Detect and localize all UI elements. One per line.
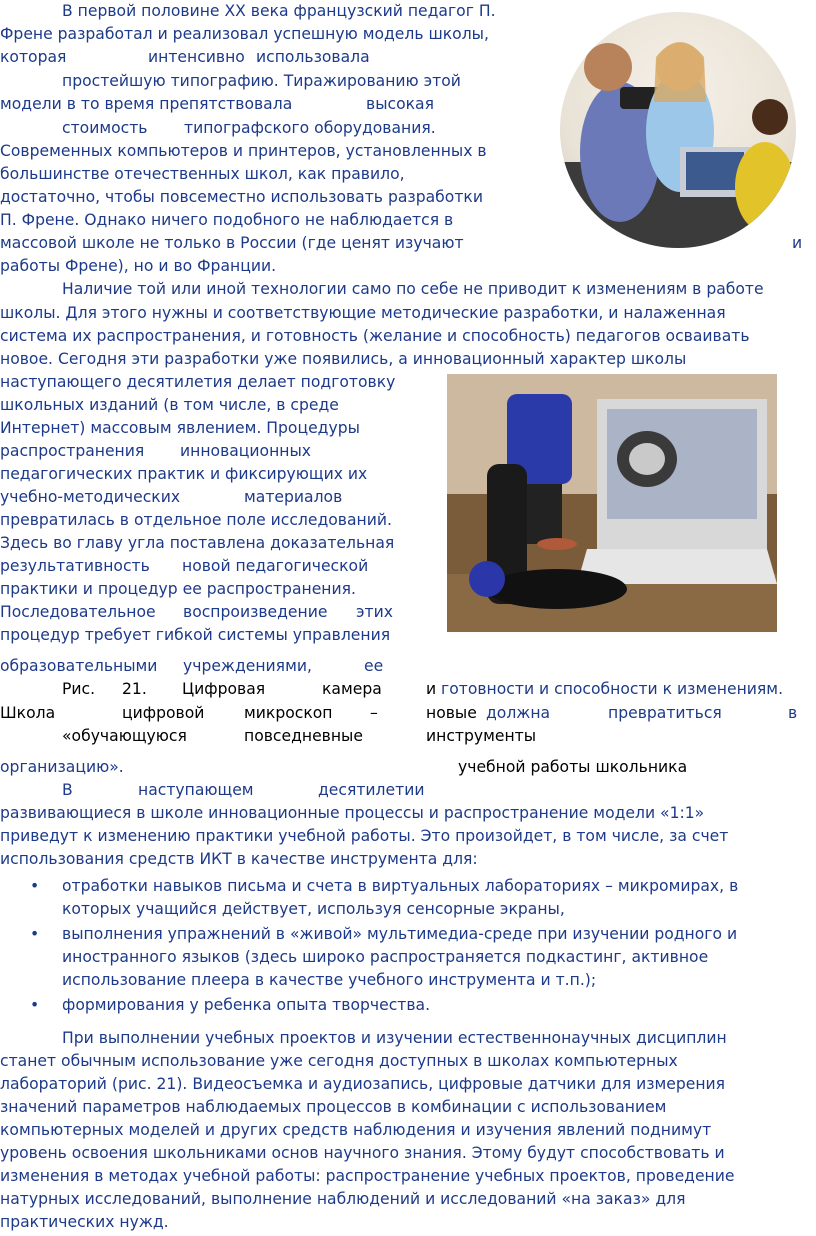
bullet-text: иностранного языков (здесь широко распространяется подкастинг, активное: [62, 948, 709, 966]
students-illustration: [560, 12, 796, 248]
text-line: должна: [486, 704, 551, 722]
bullet-text: отработки навыков письма и счета в виртуальных лабораториях – микромирах, в: [62, 877, 739, 895]
figure-caption-text: инструменты: [426, 727, 537, 745]
text-line: новой педагогической: [182, 557, 369, 575]
text-line: готовности и способности к изменениям.: [441, 680, 784, 698]
text-line: уровень освоения школьниками основ научного знания. Этому будут способствовать и: [0, 1144, 725, 1162]
figure-caption-text: «обучающуюся: [62, 727, 187, 745]
text-line: стоимость: [62, 119, 148, 137]
bullet-text: использование плеера в качестве учебного инструмента и т.п.);: [62, 971, 597, 989]
text-line: простейшую типографию. Тиражированию этой: [62, 72, 461, 90]
text-line: развивающиеся в школе инновационные процессы и распространение модели «1:1»: [0, 804, 705, 822]
figure-caption-label: Рис.: [62, 680, 96, 698]
text-line: практических нужд.: [0, 1213, 169, 1231]
text-line: интенсивно: [148, 48, 245, 66]
text-line: превратиться: [608, 704, 722, 722]
text-line: практики и процедур ее распространения.: [0, 580, 356, 598]
text-line: превратилась в отдельное поле исследований.: [0, 511, 392, 529]
text-line: Последовательное: [0, 603, 156, 621]
microscope-illustration: [447, 374, 777, 632]
text-line: натурных исследований, выполнение наблюдений и исследований «на заказ» для: [0, 1190, 686, 1208]
text-line: П. Френе. Однако ничего подобного не наблюдается в: [0, 211, 454, 229]
text-line: наступающего десятилетия делает подготовку: [0, 373, 396, 391]
text-line: станет обычным использование уже сегодня доступных в школах компьютерных: [0, 1052, 678, 1070]
bullet-text: которых учащийся действует, используя сенсорные экраны,: [62, 900, 565, 918]
text-line: Интернет) массовым явлением. Процедуры: [0, 419, 360, 437]
figure-caption-text: камера: [322, 680, 382, 698]
text-line: наступающем: [138, 781, 254, 799]
text-line: инновационных: [180, 442, 312, 460]
figure-caption-text: Цифровая: [182, 680, 266, 698]
text-line: распространения: [0, 442, 145, 460]
bullet-symbol: •: [30, 877, 40, 895]
text-line: учебно-методических: [0, 488, 181, 506]
text-line: в: [788, 704, 798, 722]
text-line: использовала: [256, 48, 370, 66]
text-line: учреждениями,: [183, 657, 312, 675]
text-line: образовательными: [0, 657, 158, 675]
text-line: массовой школе не только в России (где ценят изучают: [0, 234, 464, 252]
text-line: педагогических практик и фиксирующих их: [0, 465, 368, 483]
text-line: результативность: [0, 557, 150, 575]
text-line: десятилетии: [318, 781, 425, 799]
text-line: В первой половине XX века французский педагог П.: [62, 2, 496, 20]
text-line: школы. Для этого нужны и соответствующие методические разработки, и налаженная: [0, 304, 726, 322]
text-line: организацию».: [0, 758, 124, 776]
text-line: новые: [426, 704, 477, 722]
text-line: достаточно, чтобы повсеместно использовать разработки: [0, 188, 483, 206]
text-line: изменения в методах учебной работы: распространение учебных проектов, проведение: [0, 1167, 735, 1185]
text-line: значений параметров наблюдаемых процессов в комбинации с использованием: [0, 1098, 667, 1116]
text-line: работы Френе), но и во Франции.: [0, 257, 277, 275]
digital-microscope-photo: [447, 374, 777, 632]
text-line: высокая: [366, 95, 434, 113]
figure-caption-text: Школа: [0, 704, 56, 722]
students-camera-photo: [560, 12, 796, 248]
figure-caption-text: –: [370, 704, 378, 722]
text-line: процедур требует гибкой системы управления: [0, 626, 391, 644]
text-line: школьных изданий (в том числе, в среде: [0, 396, 339, 414]
text-line: Здесь во главу угла поставлена доказательная: [0, 534, 395, 552]
text-line: которая: [0, 48, 67, 66]
text-line: Наличие той или иной технологии само по себе не приводит к изменениям в работе: [62, 280, 764, 298]
text-line: использования средств ИКТ в качестве инструмента для:: [0, 850, 478, 868]
text-line: новое. Сегодня эти разработки уже появились, а инновационный характер школы: [0, 350, 687, 368]
figure-caption-text: повседневные: [244, 727, 363, 745]
text-line: этих: [356, 603, 394, 621]
text-line: ее: [364, 657, 384, 675]
text-line: большинстве отечественных школ, как правило,: [0, 165, 405, 183]
text-line: лабораторий (рис. 21). Видеосъемка и аудиозапись, цифровые датчики для измерения: [0, 1075, 726, 1093]
text-line: воспроизведение: [183, 603, 328, 621]
bullet-symbol: •: [30, 996, 40, 1014]
text-line: приведут к изменению практики учебной работы. Это произойдет, в том числе, за счет: [0, 827, 729, 845]
text-line: и: [426, 680, 437, 698]
figure-caption-text: микроскоп: [244, 704, 333, 722]
text-line: модели в то время препятствовала: [0, 95, 293, 113]
text-line: материалов: [244, 488, 343, 506]
bullet-text: формирования у ребенка опыта творчества.: [62, 996, 431, 1014]
text-line: типографского оборудования.: [184, 119, 436, 137]
text-line: Современных компьютеров и принтеров, установленных в: [0, 142, 487, 160]
bullet-symbol: •: [30, 925, 40, 943]
text-line: При выполнении учебных проектов и изучении естественнонаучных дисциплин: [62, 1029, 727, 1047]
text-line: и: [792, 234, 803, 252]
text-line: Френе разработал и реализовал успешную модель школы,: [0, 25, 489, 43]
text-line: учебной работы школьника: [458, 758, 688, 776]
bullet-text: выполнения упражнений в «живой» мультимедиа-среде при изучении родного и: [62, 925, 738, 943]
text-line: система их распространения, и готовность (желание и способность) педагогов осваивать: [0, 327, 750, 345]
figure-caption-text: цифровой: [122, 704, 205, 722]
text-line: компьютерных моделей и других средств наблюдения и изучения явлений поднимут: [0, 1121, 712, 1139]
figure-caption-number: 21.: [122, 680, 147, 698]
text-line: В: [62, 781, 73, 799]
